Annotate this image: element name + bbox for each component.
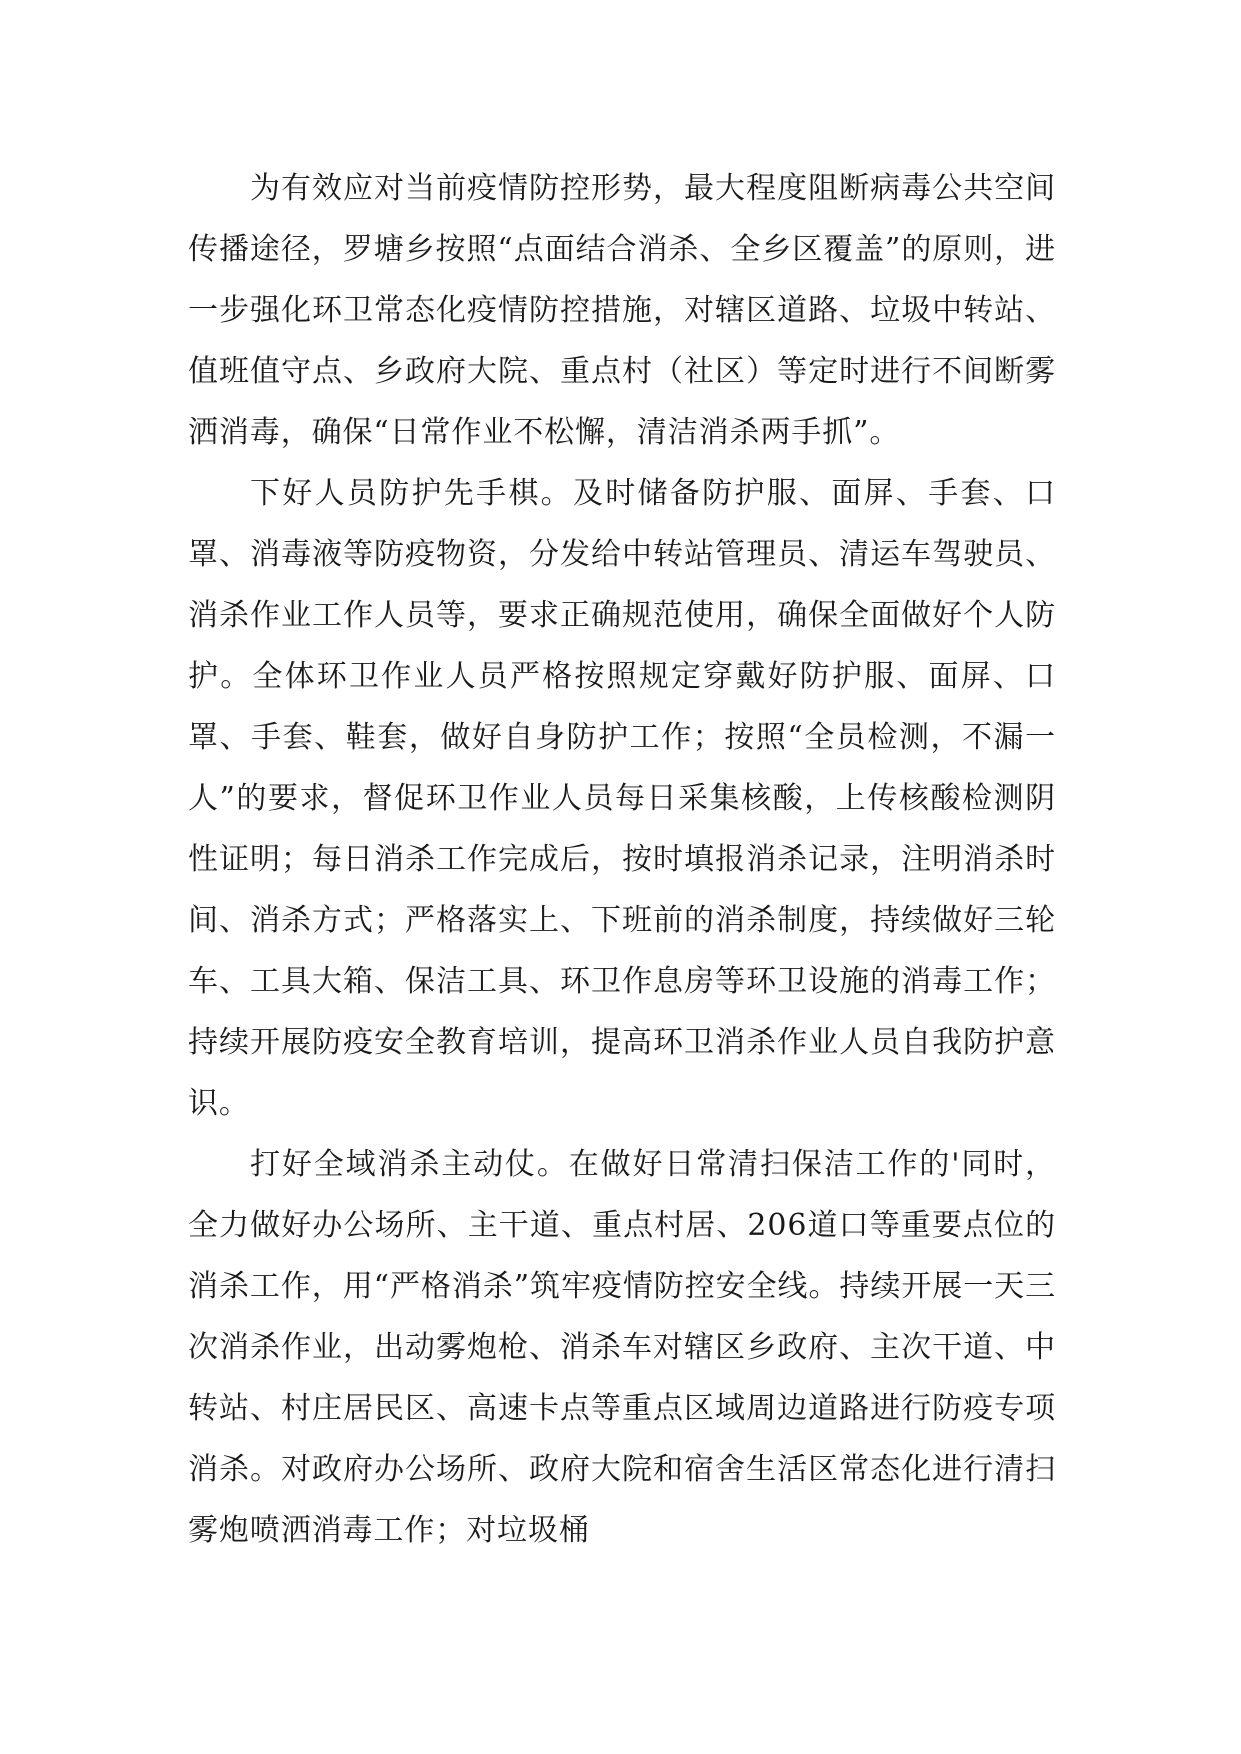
paragraph-personnel-protection: 下好人员防护先手棋。及时储备防护服、面屏、手套、口罩、消毒液等防疫物资，分发给中转站管理员、清运车驾驶员、消杀作业工作人员等，要求正确规范使用，确保全面做好个人防护。全体环卫作业人员严格按照规定穿戴好防护服、面屏、口罩、手套、鞋套，做好自身防护工作；按照“全员检测，不漏一人”的要求，督促环卫作业人员每日采集核酸，上传核酸检测阴性证明；每日消杀工作完成后，按时填报消杀记录，注明消杀时间、消杀方式；严格落实上、下班前的消杀制度，持续做好三轮车、工具大箱、保洁工具、环卫作息房等环卫设施的消毒工作；持续开展防疫安全教育培训，提高环卫消杀作业人员自我防护意识。 xyxy=(188,476,1056,1121)
paragraph-intro: 为有效应对当前疫情防控形势，最大程度阻断病毒公共空间传播途径，罗塘乡按照“点面结合消杀、全乡区覆盖”的原则，进一步强化环卫常态化疫情防控措施，对辖区道路、垃圾中转站、值班值守点、乡政府大院、重点村（社区）等定时进行不间断雾洒消毒，确保“日常作业不松懈，清洁消杀两手抓”。 xyxy=(188,171,1056,450)
document-body xyxy=(188,158,1056,1561)
paragraph-disinfection: 打好全域消杀主动仗。在做好日常清扫保洁工作的'同时，全力做好办公场所、主干道、重点村居、206道口等重要点位的消杀工作，用“严格消杀”筑牢疫情防控安全线。持续开展一天三次消杀作业，出动雾炮枪、消杀车对辖区乡政府、主次干道、中转站、村庄居民区、高速卡点等重点区域周边道路进行防疫专项消杀。对政府办公场所、政府大院和宿舍生活区常态化进行清扫雾炮喷洒消毒工作；对垃圾桶 xyxy=(188,1147,1056,1548)
